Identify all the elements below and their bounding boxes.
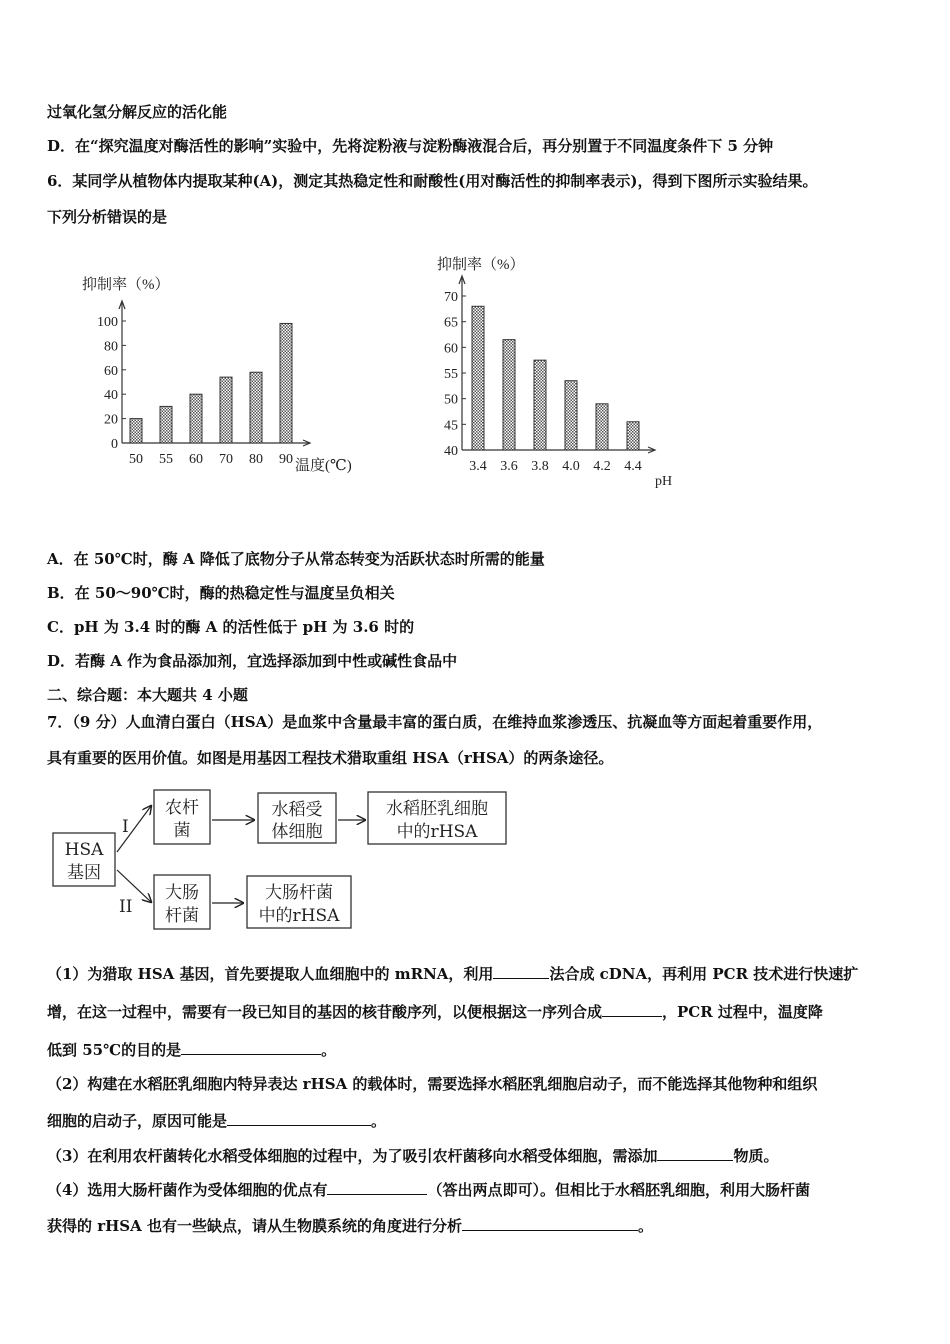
c1-ytick-label: 40 bbox=[104, 388, 118, 404]
chart1-ylabel: 抑制率（%） bbox=[82, 277, 170, 293]
part-1-text-b: 法合成 cDNA，再利用 PCR 技术进行快速扩 bbox=[549, 965, 859, 983]
ph-chart bbox=[425, 245, 705, 495]
c1-xtick-label: 50 bbox=[129, 452, 143, 467]
answer-blank-5[interactable] bbox=[657, 1146, 733, 1161]
ecoli-label-1: 大肠 bbox=[165, 883, 199, 903]
ecoli-out-label-1: 大肠杆菌 bbox=[265, 883, 333, 903]
part-2-text-a: 细胞的启动子，原因可能是 bbox=[47, 1112, 228, 1130]
route-1-label: I bbox=[122, 817, 129, 837]
answer-blank-3[interactable] bbox=[181, 1040, 321, 1055]
c2-ytick-label: 40 bbox=[444, 444, 458, 459]
part-1-text-d: ，PCR 过程中，温度降 bbox=[662, 1003, 823, 1021]
option-d: D．若酶 A 作为食品添加剂，宜选择添加到中性或碱性食品中 bbox=[47, 652, 458, 670]
temperature-chart bbox=[70, 265, 370, 490]
answer-blank-4[interactable] bbox=[227, 1111, 371, 1126]
option-d-prev: D．在“探究温度对酶活性的影响”实验中，先将淀粉液与淀粉酶液混合后，再分别置于不同温度条件下 5 分钟 bbox=[47, 137, 774, 155]
section-2-title: 二、综合题：本大题共 4 小题 bbox=[47, 686, 248, 704]
part-1-text-c: 增，在这一过程中，需要有一段已知目的基因的核苷酸序列，以便根据这一序列合成 bbox=[47, 1003, 603, 1021]
rice-label-2: 体细胞 bbox=[271, 822, 323, 842]
option-b: B．在 50～90℃时，酶的热稳定性与温度呈负相关 bbox=[47, 584, 395, 602]
part-4-text-a: （4）选用大肠杆菌作为受体细胞的优点有 bbox=[47, 1181, 328, 1199]
part-1-line-3 bbox=[47, 1040, 336, 1060]
rice-out-label-1: 水稻胚乳细胞 bbox=[386, 799, 488, 819]
c1-bar bbox=[160, 406, 172, 443]
text-line-1: 过氧化氢分解反应的活化能 bbox=[47, 103, 228, 121]
part-3-line bbox=[47, 1146, 778, 1166]
part-4-text-d: 。 bbox=[638, 1217, 654, 1235]
gene-engineering-flowchart bbox=[40, 780, 520, 940]
route-2-label: II bbox=[119, 897, 133, 917]
c1-xtick-label: 55 bbox=[159, 452, 173, 467]
hsa-gene-label-1: HSA bbox=[64, 840, 104, 860]
c2-bar bbox=[627, 422, 639, 450]
c2-bar bbox=[472, 306, 484, 450]
c1-ytick-label: 20 bbox=[104, 412, 118, 428]
hsa-gene-label-2: 基因 bbox=[67, 863, 101, 883]
part-4-line-2 bbox=[47, 1216, 653, 1236]
c1-xtick-label: 80 bbox=[249, 452, 263, 467]
c2-ytick-label: 55 bbox=[444, 367, 458, 382]
answer-blank-6[interactable] bbox=[327, 1180, 427, 1195]
answer-blank-7[interactable] bbox=[462, 1216, 638, 1231]
part-4-line-1 bbox=[47, 1180, 810, 1200]
c1-bar bbox=[130, 419, 142, 443]
ecoli-out-label-2: 中的rHSA bbox=[258, 906, 340, 926]
part-2-text-b: 。 bbox=[371, 1112, 387, 1130]
c1-ytick-label: 80 bbox=[104, 339, 118, 355]
part-1-text-f: 。 bbox=[321, 1041, 337, 1059]
c2-xtick-label: 3.8 bbox=[531, 459, 549, 474]
c2-ytick-label: 50 bbox=[444, 392, 458, 408]
option-c: C．pH 为 3.4 时的酶 A 的活性低于 pH 为 3.6 时的 bbox=[47, 618, 415, 636]
chart2-xlabel: pH bbox=[655, 474, 673, 489]
question-6-stem-2: 下列分析错误的是 bbox=[47, 208, 168, 226]
agro-label-2: 菌 bbox=[173, 821, 191, 841]
part-2-line-1: （2）构建在水稻胚乳细胞内特异表达 rHSA 的载体时，需要选择水稻胚乳细胞启动子，而不能选择其他物种和组织 bbox=[47, 1075, 818, 1093]
option-a: A．在 50℃时，酶 A 降低了底物分子从常态转变为活跃状态时所需的能量 bbox=[47, 550, 545, 568]
c2-xtick-label: 4.2 bbox=[593, 459, 611, 474]
agro-label-1: 农杆 bbox=[165, 798, 199, 818]
c2-ytick-label: 65 bbox=[444, 315, 458, 331]
question-6-stem: 6．某同学从植物体内提取某种(A)，测定其热稳定性和耐酸性(用对酶活性的抑制率表示)，得到下图所示实验结果。 bbox=[47, 172, 818, 190]
c2-ytick-label: 45 bbox=[444, 418, 458, 434]
c2-ytick-label: 60 bbox=[444, 341, 458, 357]
question-7-stem: 7．（9 分）人血清白蛋白（HSA）是血浆中含量最丰富的蛋白质，在维持血浆渗透压、抗凝血等方面起着重要作用， bbox=[47, 713, 823, 731]
c2-xtick-label: 3.4 bbox=[469, 459, 487, 474]
c2-xtick-label: 4.4 bbox=[624, 459, 642, 474]
part-1-line-2 bbox=[47, 1002, 823, 1022]
c2-xtick-label: 4.0 bbox=[562, 459, 580, 474]
c1-ytick-label: 60 bbox=[104, 363, 118, 379]
c1-bar bbox=[190, 394, 202, 443]
c1-bar bbox=[280, 323, 292, 443]
c1-bar bbox=[250, 372, 262, 443]
c2-bar bbox=[534, 360, 546, 450]
c2-bar bbox=[596, 404, 608, 450]
c1-ytick-label: 0 bbox=[111, 437, 118, 452]
chart2-ylabel: 抑制率（%） bbox=[437, 257, 525, 273]
question-7-stem-2: 具有重要的医用价值。如图是用基因工程技术猎取重组 HSA（rHSA）的两条途径。 bbox=[47, 749, 614, 767]
c1-xtick-label: 70 bbox=[219, 452, 233, 467]
part-2-line-2 bbox=[47, 1111, 386, 1131]
c2-xtick-label: 3.6 bbox=[500, 459, 518, 474]
part-4-text-b: （答出两点即可）。但相比于水稻胚乳细胞，利用大肠杆菌 bbox=[427, 1181, 810, 1199]
answer-blank-2[interactable] bbox=[602, 1002, 662, 1017]
chart1-xlabel: 温度(℃) bbox=[295, 458, 352, 474]
answer-blank-1[interactable] bbox=[493, 964, 549, 979]
c1-xtick-label: 60 bbox=[189, 452, 203, 467]
c2-bar bbox=[503, 340, 515, 450]
part-1-text-e: 低到 55℃的目的是 bbox=[47, 1041, 182, 1059]
rice-label-1: 水稻受 bbox=[271, 800, 323, 820]
c1-xtick-label: 90 bbox=[279, 452, 293, 467]
part-1-line-1 bbox=[47, 964, 858, 984]
part-3-text-a: （3）在利用农杆菌转化水稻受体细胞的过程中，为了吸引农杆菌移向水稻受体细胞，需添加 bbox=[47, 1147, 658, 1165]
c1-ytick-label: 100 bbox=[97, 315, 118, 330]
c2-bar bbox=[565, 381, 577, 450]
c2-ytick-label: 70 bbox=[444, 290, 458, 305]
ecoli-label-2: 杆菌 bbox=[165, 906, 199, 926]
part-3-text-b: 物质。 bbox=[733, 1147, 779, 1165]
part-1-text-a: （1）为猎取 HSA 基因，首先要提取人血细胞中的 mRNA，利用 bbox=[47, 965, 494, 983]
rice-out-label-2: 中的rHSA bbox=[396, 822, 478, 842]
part-4-text-c: 获得的 rHSA 也有一些缺点，请从生物膜系统的角度进行分析 bbox=[47, 1217, 462, 1235]
c1-bar bbox=[220, 377, 232, 443]
